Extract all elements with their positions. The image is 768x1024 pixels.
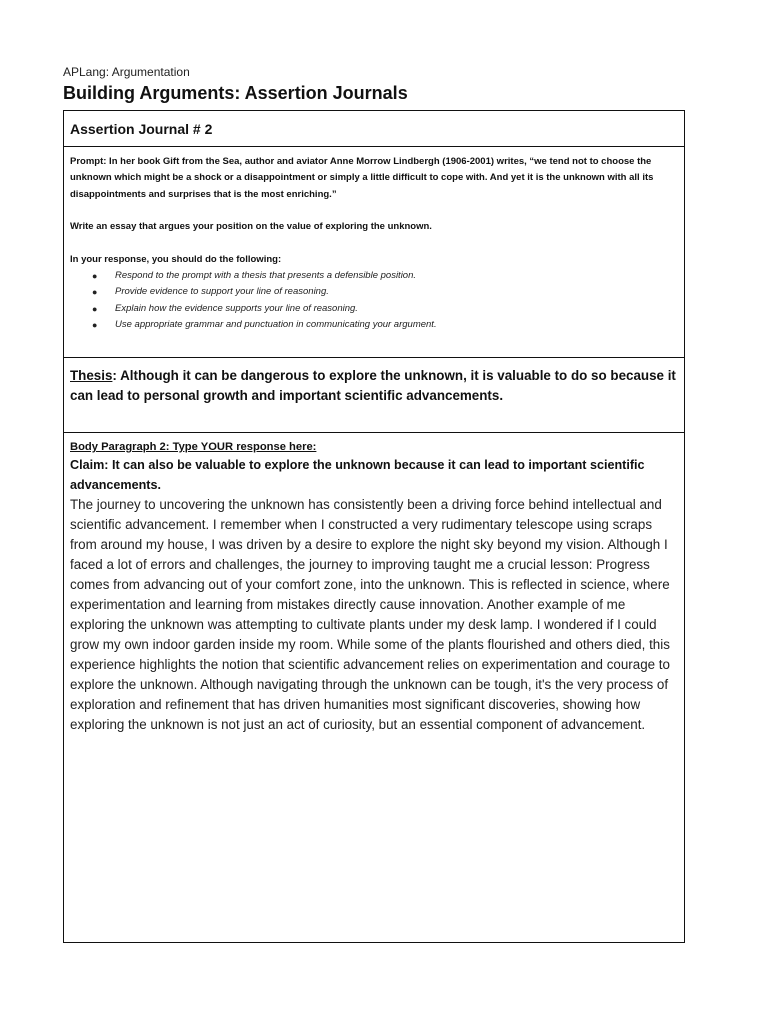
requirements-list <box>70 268 678 334</box>
body-paragraph-heading: Body Paragraph 2: Type YOUR response here: <box>70 441 317 453</box>
thesis-cell[interactable] <box>64 358 684 433</box>
list-item <box>70 317 678 333</box>
body-paragraph-text: The journey to uncovering the unknown has consistently been a driving force behind intellectual and scientific advancement. I remember when I constructed a very rudimentary telescope using scraps from around my house, I was driven by a desire to explore the night sky beyond my vision. Although I faced a lot of errors and challenges, the journey to improving taught me a crucial lesson: Progress comes from advancing out of your comfort zone, into the unknown. This is reflected in science, where experimentation and learning from mistakes directly cause innovation. Another example of me exploring the unknown was attempting to cultivate plants under my desk lamp. I wondered if I could grow my own indoor garden inside my room. While some of the plants flourished and others died, this experience highlights the notion that scientific advancement relies on experimentation and courage to explore the unknown. Although navigating through the unknown can be tough, it's the very process of exploration and refinement that has driven humanities most significant discoveries, showing how exploring the unknown is not just an act of curiosity, but an essential component of advancement. <box>70 497 670 732</box>
bullet-icon: ● <box>92 303 98 314</box>
requirement-text: Respond to the prompt with a thesis that presents a defensible position. <box>115 270 417 282</box>
list-item <box>70 268 678 284</box>
body-paragraph-cell[interactable] <box>64 433 684 942</box>
response-intro: In your response, you should do the following: <box>70 253 282 265</box>
course-label: APLang: Argumentation <box>63 65 190 79</box>
claim-text: Claim: It can also be valuable to explore the unknown because it can lead to important scientific advancements. <box>70 458 645 492</box>
journal-heading: Assertion Journal # 2 <box>70 121 213 137</box>
journal-heading-cell <box>64 111 684 147</box>
list-item <box>70 301 678 317</box>
bullet-icon: ● <box>92 271 98 282</box>
thesis-text: : Although it can be dangerous to explore the unknown, it is valuable to do so because it can lead to personal growth and important scientific advancements. <box>70 368 676 403</box>
prompt-cell <box>64 147 684 358</box>
bullet-icon: ● <box>92 320 98 331</box>
thesis-statement <box>70 366 678 406</box>
page-title: Building Arguments: Assertion Journals <box>63 83 408 103</box>
requirement-text: Provide evidence to support your line of reasoning. <box>115 286 329 298</box>
bullet-icon: ● <box>92 287 98 298</box>
thesis-label: Thesis <box>70 368 113 383</box>
task-text: Write an essay that argues your position on the value of exploring the unknown. <box>70 221 432 233</box>
requirement-text: Use appropriate grammar and punctuation in communicating your argument. <box>115 319 437 331</box>
requirement-text: Explain how the evidence supports your line of reasoning. <box>115 302 358 314</box>
list-item <box>70 284 678 300</box>
prompt-text: Prompt: In her book Gift from the Sea, author and aviator Anne Morrow Lindbergh (1906-2001) writes, “we tend not to choose the unknown which might be a shock or a disappointment or simply a little difficult to cope with. And yet it is the unknown with all its disappointments and surprises that is the most enriching.” <box>70 156 654 200</box>
journal-table <box>63 110 685 943</box>
